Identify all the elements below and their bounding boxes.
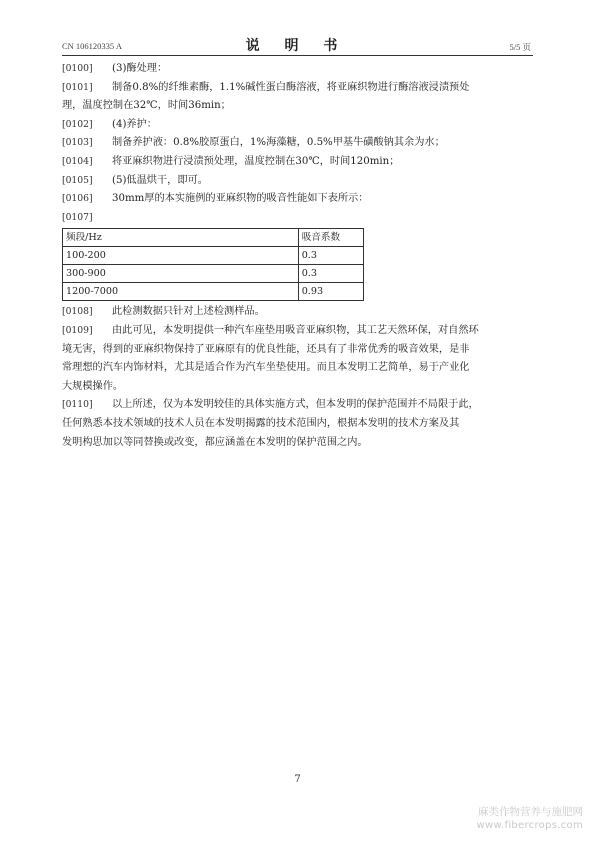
paragraph-number: [0100] — [62, 63, 93, 74]
watermark-site-name: 麻类作物营养与施肥网 — [478, 806, 583, 818]
column-header-coefficient: 吸音系数 — [298, 229, 363, 247]
absorption-table — [62, 228, 364, 301]
table-row — [63, 283, 364, 301]
paragraph-number: [0105] — [62, 174, 93, 186]
table-header-row — [63, 229, 364, 247]
column-header-frequency: 频段/Hz — [63, 229, 299, 247]
watermark-url: www.fibercrops.com — [476, 820, 583, 831]
table-cell-coefficient: 0.93 — [298, 283, 363, 301]
paragraph-number: [0107] — [62, 211, 93, 223]
paragraph-0105 — [62, 172, 533, 191]
paragraph-0101 — [62, 79, 533, 116]
paragraph-number: [0101] — [62, 81, 93, 93]
paragraph-text-line: 任何熟悉本技术领域的技术人员在本发明揭露的技术范围内，根据本发明的技术方案及其 — [62, 417, 460, 429]
header-rule — [62, 55, 533, 56]
paragraph-0108 — [62, 303, 533, 322]
paragraph-0109 — [62, 322, 533, 396]
paragraph-number: [0102] — [62, 118, 93, 130]
paragraph-text: 制备养护液：0.8%胶原蛋白，1%海藻糖，0.5%甲基牛磺酸钠其余为水； — [112, 137, 445, 149]
paragraph-text-line: 发明构思加以等同替换或改变，都应涵盖在本发明的保护范围之内。 — [62, 436, 368, 448]
paragraph-number: [0110] — [62, 399, 93, 411]
document-title: 说 明 书 — [245, 38, 348, 54]
paragraph-0106 — [62, 190, 533, 209]
table-row — [63, 247, 364, 265]
table-row — [63, 265, 364, 283]
document-body — [62, 60, 533, 452]
table-cell-coefficient: 0.3 — [298, 265, 363, 283]
table-cell-coefficient: 0.3 — [298, 247, 363, 265]
paragraph-number: [0108] — [62, 306, 93, 318]
paragraph-number: [0103] — [62, 137, 93, 149]
paragraph-text: (5)低温烘干，即可。 — [112, 174, 208, 186]
paragraph-text-line: 境无害，得到的亚麻织物保持了亚麻原有的优良性能，还具有了非常优秀的吸音效果，是非 — [62, 343, 470, 355]
paragraph-number: [0106] — [62, 193, 93, 205]
patent-number: CN 106120335 A — [62, 41, 122, 51]
table-cell-frequency: 100-200 — [63, 247, 299, 265]
page-number: 7 — [294, 774, 301, 785]
paragraph-0110 — [62, 396, 533, 452]
paragraph-text-line: 由此可见，本发明提供一种汽车座垫用吸音亚麻织物，其工艺天然环保，对自然环 — [112, 324, 479, 336]
page-indicator: 5/5 页 — [509, 42, 531, 52]
paragraph-text: (3)酶处理： — [112, 63, 168, 74]
paragraph-text-line: 大规模操作。 — [62, 380, 124, 392]
paragraph-text-line: 制备0.8%的纤维素酶，1.1%碱性蛋白酶溶液，将亚麻织物进行酶溶液浸渍预处 — [112, 81, 470, 93]
paragraph-0107 — [62, 209, 533, 228]
paragraph-number: [0109] — [62, 324, 93, 336]
table-cell-frequency: 300-900 — [63, 265, 299, 283]
paragraph-number: [0104] — [62, 155, 93, 167]
paragraph-text: (4)养护： — [112, 118, 157, 130]
paragraph-text-line: 以上所述，仅为本发明较佳的具体实施方式，但本发明的保护范围并不局限于此， — [112, 399, 479, 411]
paragraph-0104 — [62, 153, 533, 172]
paragraph-0100 — [62, 60, 533, 79]
paragraph-0103 — [62, 134, 533, 153]
paragraph-0102 — [62, 116, 533, 135]
paragraph-text-line: 理，温度控制在32℃，时间36min； — [62, 100, 231, 112]
page-header — [62, 35, 531, 55]
paragraph-text: 此检测数据只针对上述检测样品。 — [112, 306, 265, 318]
paragraph-text: 30mm厚的本实施例的亚麻织物的吸音性能如下表所示： — [112, 193, 369, 205]
site-watermark — [477, 806, 584, 832]
table-cell-frequency: 1200-7000 — [63, 283, 299, 301]
paragraph-text: 将亚麻织物进行浸渍预处理，温度控制在30℃，时间120min； — [112, 155, 400, 167]
paragraph-text-line: 常理想的汽车内饰材料，尤其是适合作为汽车坐垫使用。而且本发明工艺简单，易于产业化 — [62, 362, 470, 374]
